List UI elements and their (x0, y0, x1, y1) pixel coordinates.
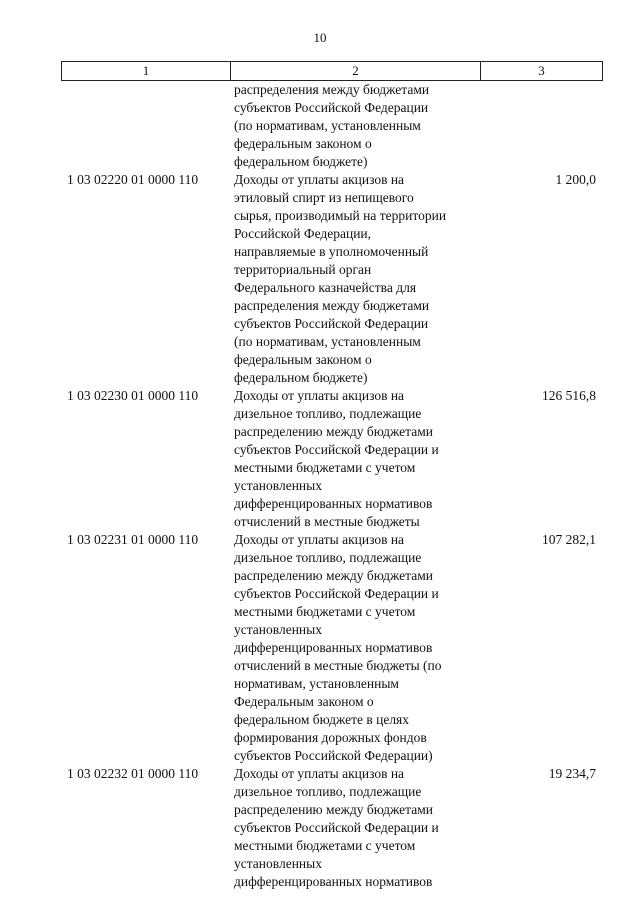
description-line: сырья, производимый на территории (234, 208, 447, 223)
description-line: распределению между бюджетами (234, 424, 433, 439)
table-row (61, 387, 603, 531)
description-line: федеральным законом о (234, 352, 372, 367)
amount-value: 19 234,7 (548, 766, 596, 781)
description-line: дифференцированных нормативов (234, 496, 433, 511)
description-line: Доходы от уплаты акцизов на (234, 172, 405, 187)
description-line: направляемые в уполномоченный (234, 244, 429, 259)
description-line: дифференцированных нормативов (234, 640, 433, 655)
page-number: 10 (313, 30, 327, 45)
description-line: федеральном бюджете) (234, 370, 368, 385)
table-header (61, 61, 603, 81)
budget-code: 1 03 02232 01 0000 110 (67, 766, 199, 781)
table-row (61, 81, 603, 171)
description-line: установленных (234, 622, 322, 637)
header-col-amount: 3 (538, 63, 545, 78)
description-line: отчислений в местные бюджеты (234, 514, 420, 529)
description-line: субъектов Российской Федерации) (234, 748, 433, 763)
amount-value: 126 516,8 (542, 388, 596, 403)
description-line: (по нормативам, установленным (234, 334, 421, 349)
description-line: субъектов Российской Федерации и (234, 442, 439, 457)
header-col-code: 1 (62, 62, 231, 80)
description-line: этиловый спирт из непищевого (234, 190, 414, 205)
description-line: Российской Федерации, (234, 226, 372, 241)
revenue-description (230, 765, 480, 891)
description-line: отчислений в местные бюджеты (по (234, 658, 442, 673)
revenue-description (230, 387, 480, 531)
description-line: субъектов Российской Федерации и (234, 820, 439, 835)
description-line: установленных (234, 478, 322, 493)
amount-value: 107 282,1 (542, 532, 596, 547)
description-line: дизельное топливо, подлежащие (234, 550, 422, 565)
budget-code: 1 03 02220 01 0000 110 (67, 172, 199, 187)
description-line: распределения между бюджетами (234, 298, 430, 313)
table-row (61, 171, 603, 387)
description-line: Федерального казначейства для (234, 280, 417, 295)
budget-code: 1 03 02230 01 0000 110 (67, 388, 199, 403)
description-line: дизельное топливо, подлежащие (234, 784, 422, 799)
table-body (61, 81, 603, 891)
budget-code (61, 81, 230, 171)
description-line: распределению между бюджетами (234, 568, 433, 583)
description-line: нормативам, установленным (234, 676, 399, 691)
budget-code: 1 03 02231 01 0000 110 (67, 532, 199, 547)
description-line: федеральным законом о (234, 136, 372, 151)
description-line: Доходы от уплаты акцизов на (234, 766, 405, 781)
description-line: распределению между бюджетами (234, 802, 433, 817)
revenue-description (230, 171, 480, 387)
description-line: установленных (234, 856, 322, 871)
description-line: (по нормативам, установленным (234, 118, 421, 133)
description-line: Федеральным законом о (234, 694, 374, 709)
revenue-description (230, 81, 480, 171)
description-line: федеральном бюджете в целях (234, 712, 410, 727)
amount-value: 1 200,0 (555, 172, 596, 187)
description-line: территориальный орган (234, 262, 372, 277)
header-col-description: 2 (231, 62, 481, 80)
description-line: федеральном бюджете) (234, 154, 368, 169)
description-line: дифференцированных нормативов (234, 874, 433, 889)
description-line: местными бюджетами с учетом (234, 838, 416, 853)
amount-value (480, 81, 603, 171)
table-row (61, 531, 603, 765)
description-line: распределения между бюджетами (234, 82, 430, 97)
description-line: субъектов Российской Федерации (234, 100, 429, 115)
description-line: местными бюджетами с учетом (234, 604, 416, 619)
description-line: субъектов Российской Федерации (234, 316, 429, 331)
description-line: дизельное топливо, подлежащие (234, 406, 422, 421)
description-line: формирования дорожных фондов (234, 730, 427, 745)
description-line: Доходы от уплаты акцизов на (234, 532, 405, 547)
revenue-description (230, 531, 480, 765)
description-line: Доходы от уплаты акцизов на (234, 388, 405, 403)
table-row (61, 765, 603, 891)
description-line: субъектов Российской Федерации и (234, 586, 439, 601)
description-line: местными бюджетами с учетом (234, 460, 416, 475)
